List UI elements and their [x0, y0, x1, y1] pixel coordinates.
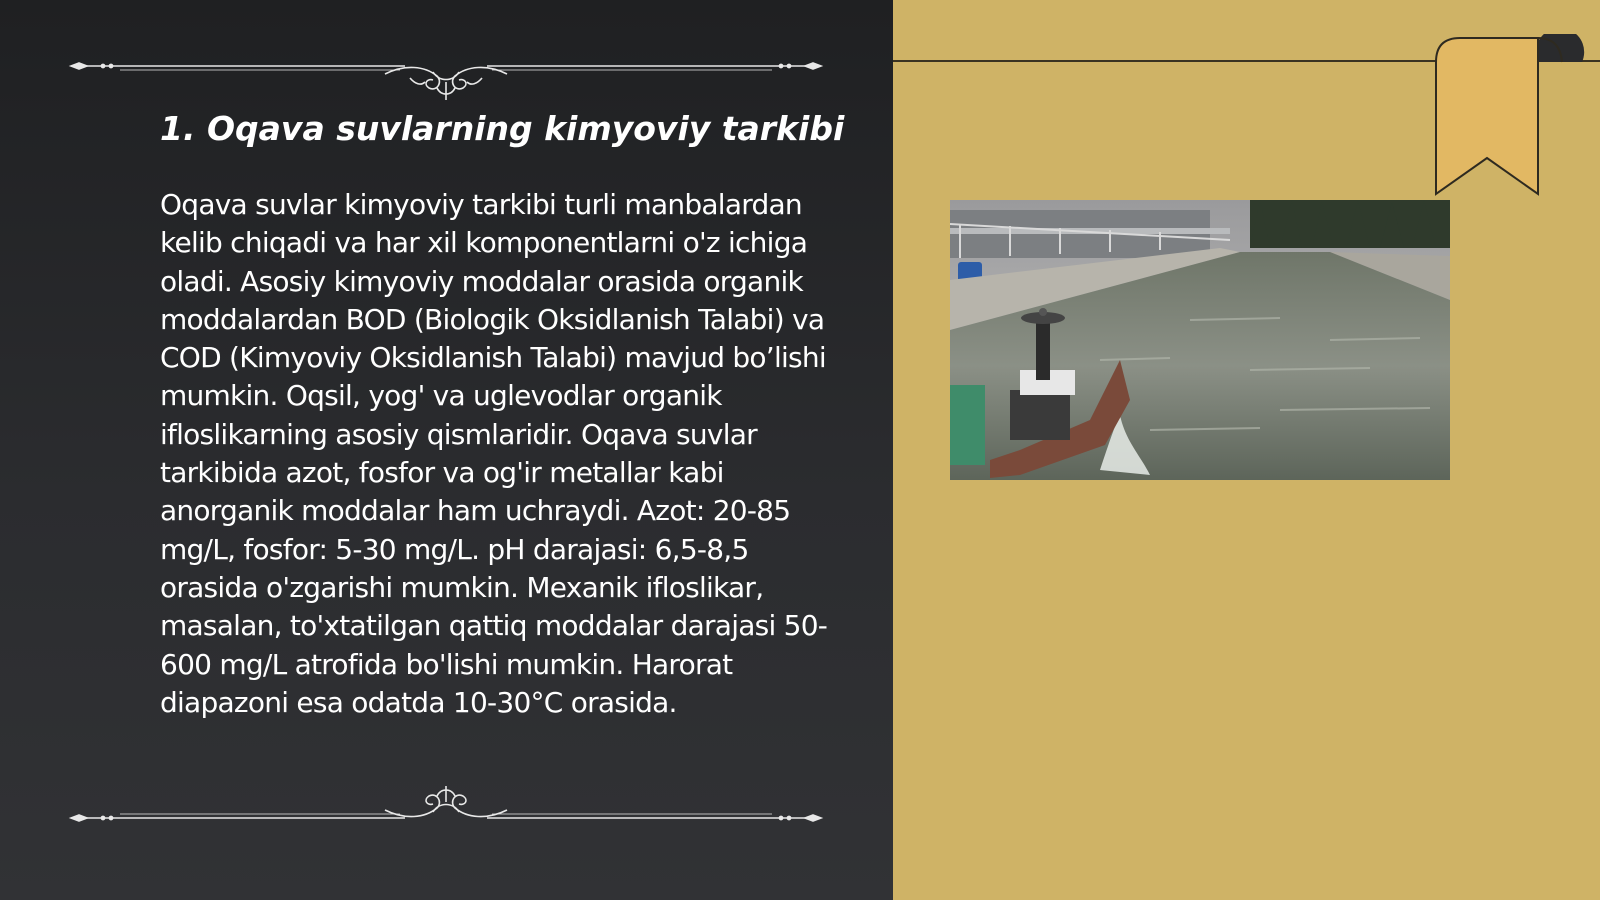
- wastewater-basin-photo: [950, 200, 1450, 480]
- top-ornament-flourish: [65, 52, 827, 102]
- slide-title: 1. Oqava suvlarning kimyoviy tarkibi: [160, 109, 845, 148]
- bottom-ornament-flourish: [65, 786, 827, 836]
- slide-body-text: Oqava suvlar kimyoviy tarkibi turli manbalardan kelib chiqadi va har xil komponentlarni o'z ichiga oladi. Asosiy kimyoviy moddalar orasida organik moddalardan BOD (Biologik Oksidlanish Talabi) va COD (Kimyoviy Oksidlanish Talabi) mavjud bo’lishi mumkin. Oqsil, yog' va uglevodlar organik ifloslikarning asosiy qismlaridir. Oqava suvlar tarkibida azot, fosfor va og'ir metallar kabi anorganik moddalar ham uchraydi. Azot: 20-85 mg/L, fosfor: 5-30 mg/L. pH darajasi: 6,5-8,5 orasida o'zgarishi mumkin. Mexanik ifloslikar, masalan, to'xtatilgan qattiq moddalar darajasi 50-600 mg/L atrofida bo'lishi mumkin. Harorat diapazoni esa odatda 10-30°C orasida.: [160, 188, 828, 719]
- bookmark-ribbon-decoration: [1430, 34, 1590, 204]
